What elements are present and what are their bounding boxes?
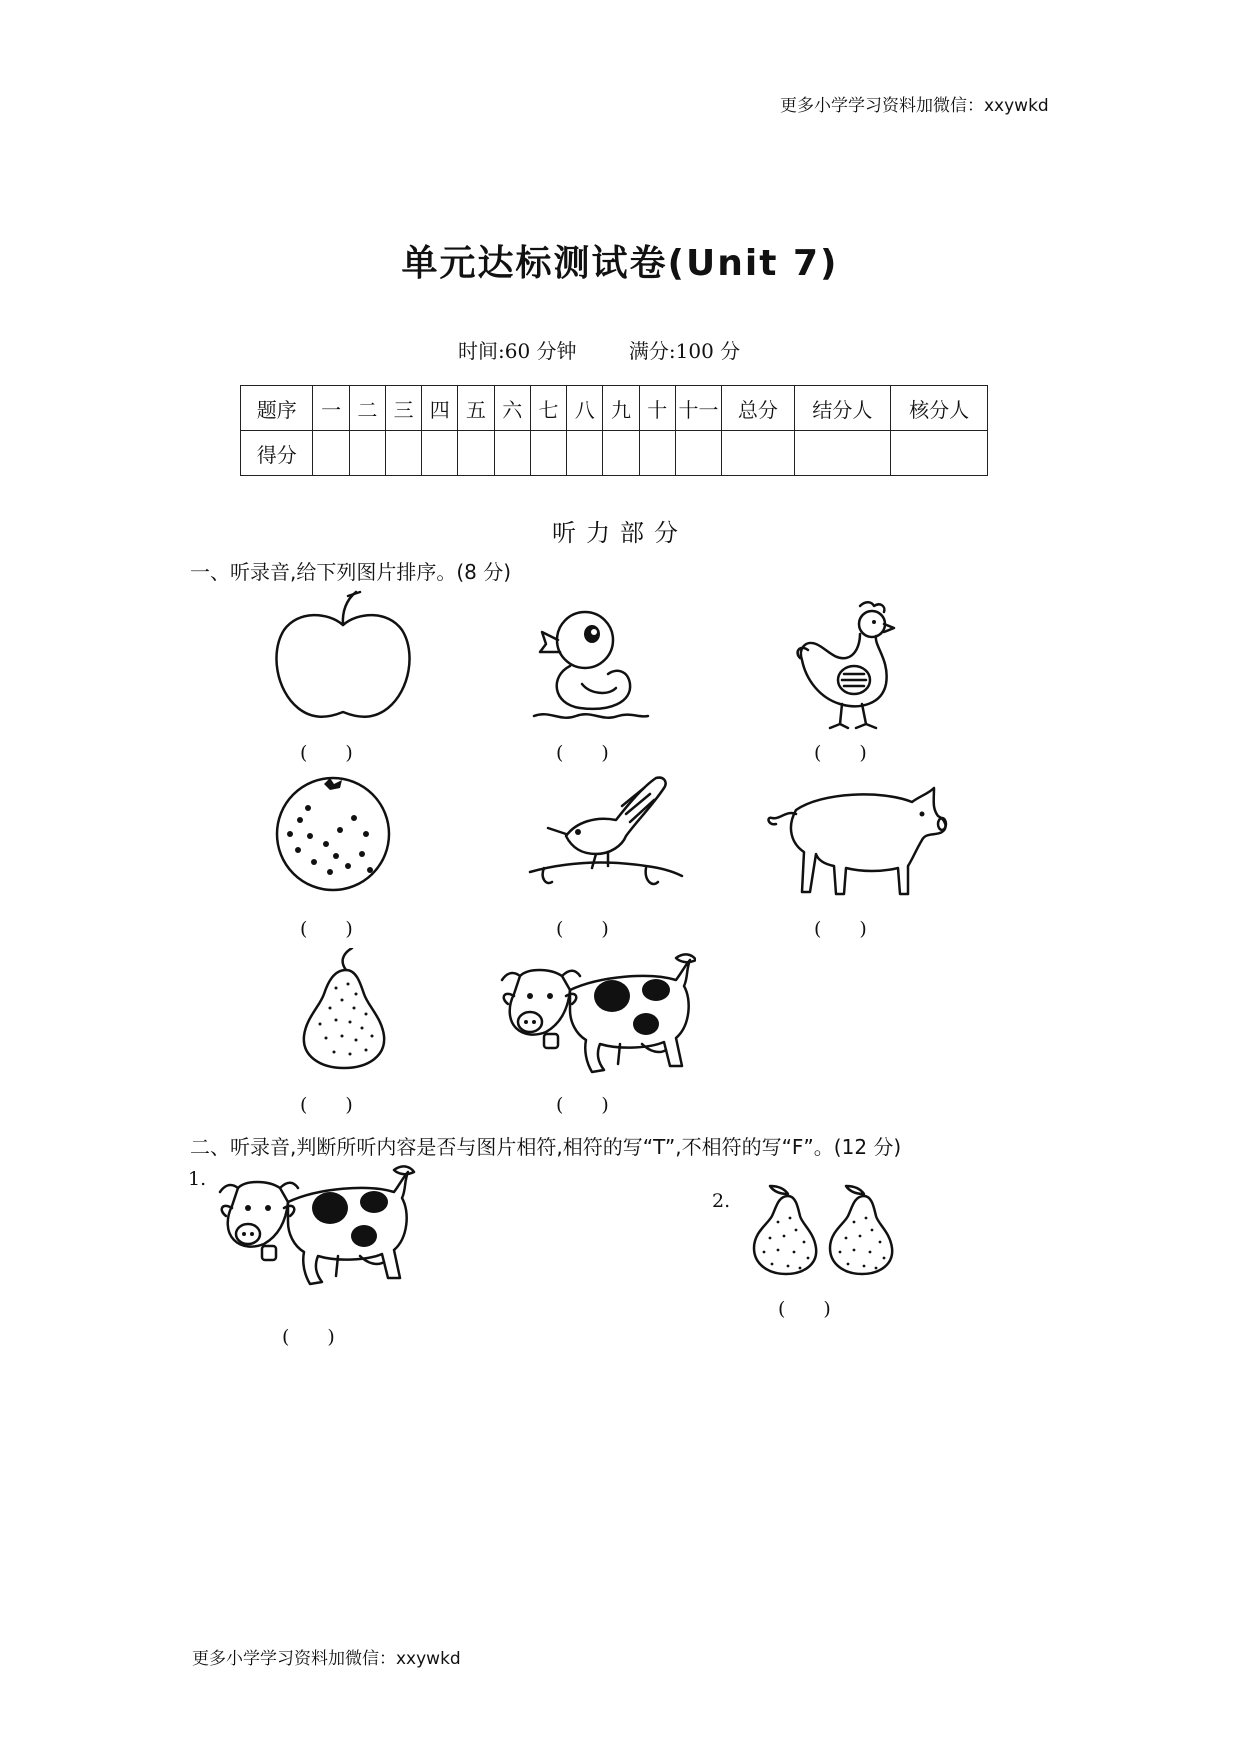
- answer-blank[interactable]: ( ): [556, 742, 609, 764]
- table-header-cell: 结分人: [794, 386, 891, 431]
- footer-note: 更多小学学习资料加微信：xxywkd: [192, 1649, 461, 1669]
- score-table: [240, 385, 988, 476]
- score-table-score-row: [241, 431, 988, 476]
- table-header-cell: 七: [530, 386, 566, 431]
- answer-blank[interactable]: ( ): [778, 1298, 831, 1320]
- section-title: 听力部分: [552, 519, 688, 547]
- score-cell[interactable]: [313, 431, 349, 476]
- score-cell[interactable]: [458, 431, 494, 476]
- apple-icon: [268, 590, 418, 725]
- table-header-cell: 一: [313, 386, 349, 431]
- duck-icon: [530, 604, 650, 726]
- question-1-prompt: 一、听录音,给下列图片排序。(8 分): [190, 560, 512, 584]
- answer-blank[interactable]: ( ): [300, 742, 353, 764]
- score-cell[interactable]: [349, 431, 385, 476]
- question-2-prompt: 二、听录音,判断所听内容是否与图片相符,相符的写“T”,不相符的写“F”。(12 分): [190, 1135, 902, 1159]
- orange-icon: [270, 770, 396, 896]
- exam-meta: [458, 335, 740, 364]
- time-limit: 时间:60 分钟: [458, 339, 577, 363]
- item-number: 2.: [712, 1190, 731, 1212]
- score-table-header-row: [241, 386, 988, 431]
- table-header-cell: 十: [639, 386, 675, 431]
- score-cell[interactable]: [422, 431, 458, 476]
- table-header-cell: 六: [494, 386, 530, 431]
- score-cell[interactable]: [567, 431, 603, 476]
- table-header-cell: 十一: [675, 386, 721, 431]
- header-note: 更多小学学习资料加微信：xxywkd: [780, 96, 1049, 116]
- score-cell[interactable]: [794, 431, 891, 476]
- score-row-label: 得分: [241, 431, 313, 476]
- cow-icon: [500, 950, 696, 1082]
- answer-blank[interactable]: ( ): [300, 1094, 353, 1116]
- answer-blank[interactable]: ( ): [556, 1094, 609, 1116]
- pear-icon: [296, 948, 392, 1074]
- table-header-cell: 四: [422, 386, 458, 431]
- table-header-cell: 二: [349, 386, 385, 431]
- table-header-cell: 五: [458, 386, 494, 431]
- answer-blank[interactable]: ( ): [300, 918, 353, 940]
- table-header-cell: 九: [603, 386, 639, 431]
- score-cell[interactable]: [722, 431, 794, 476]
- score-cell[interactable]: [603, 431, 639, 476]
- table-header-cell: 题序: [241, 386, 313, 431]
- table-header-cell: 总分: [722, 386, 794, 431]
- score-cell[interactable]: [385, 431, 421, 476]
- answer-blank[interactable]: ( ): [282, 1326, 335, 1348]
- full-score: 满分:100 分: [628, 339, 741, 363]
- answer-blank[interactable]: ( ): [814, 918, 867, 940]
- score-cell[interactable]: [891, 431, 988, 476]
- item-number: 1.: [188, 1168, 207, 1190]
- score-cell[interactable]: [530, 431, 566, 476]
- table-header-cell: 八: [567, 386, 603, 431]
- bird-icon: [526, 776, 686, 902]
- pears-icon: [748, 1178, 898, 1278]
- table-header-cell: 三: [385, 386, 421, 431]
- cow-icon: [216, 1162, 416, 1294]
- table-header-cell: 核分人: [891, 386, 988, 431]
- page-title: 单元达标测试卷(Unit 7): [401, 243, 839, 284]
- score-cell[interactable]: [639, 431, 675, 476]
- score-cell[interactable]: [494, 431, 530, 476]
- answer-blank[interactable]: ( ): [814, 742, 867, 764]
- score-cell[interactable]: [675, 431, 721, 476]
- answer-blank[interactable]: ( ): [556, 918, 609, 940]
- pig-icon: [762, 780, 948, 900]
- hen-icon: [790, 600, 910, 732]
